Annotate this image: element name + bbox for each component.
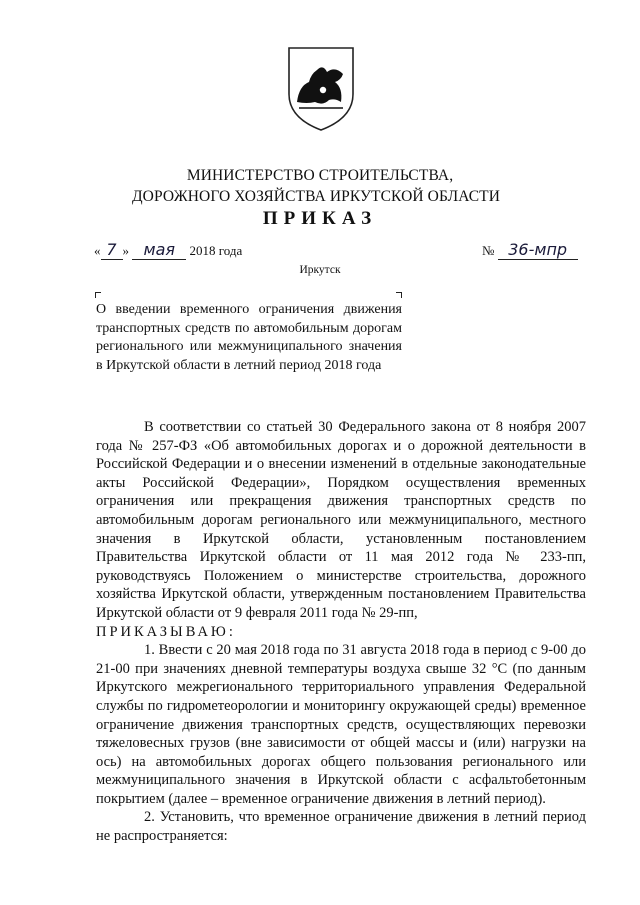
date-close-quote: » [122,243,129,258]
order-body [96,418,586,846]
order-date [94,240,242,260]
order-subject: О введении временного ограничения движения транспортных средств по автомобильным дорогам регионального или межмуниципального значения в Иркутской области в летний период 2018 года [96,302,402,373]
date-day: 7 [101,240,123,260]
item-2-paragraph: 2. Установить, что временное ограничение движения в летний период не распространяется: [96,809,586,845]
subject-bracket-left [95,292,101,298]
number-label: № [482,243,495,258]
ministry-name-line2: ДОРОЖНОГО ХОЗЯЙСТВА ИРКУТСКОЙ ОБЛАСТИ [131,188,501,205]
number-value: 36-мпр [498,240,578,260]
ministry-name-line1: МИНИСТЕРСТВО СТРОИТЕЛЬСТВА, [186,167,454,184]
date-year: 2018 года [189,243,243,258]
city-name: Иркутск [299,264,341,276]
coat-of-arms-emblem [283,44,359,132]
order-directive: ПРИКАЗЫВАЮ: [96,623,236,640]
date-open-quote: « [94,243,101,258]
date-month: мая [132,240,186,260]
order-number [482,240,578,260]
preamble-paragraph: В соответствии со статьей 30 Федерального закона от 8 ноября 2007 года № 257-ФЗ «Об автомобильных дорогах и о дорожной деятельности в Российской Федерации и о внесении изменений в отдельные законодательные акты Российской Федерации», Порядком осуществления временных ограничения или прекращения движения транспортных средств по автомобильным дорогам регионального или межмуниципального, местного значения в Иркутской области, установленным постановлением Правительства Иркутской области от 11 мая 2012 года № 233-пп, руководствуясь Положением о министерстве строительства, дорожного хозяйства Иркутской области, утвержденным постановлением Правительства Иркутской области от 9 февраля 2011 года № 29-пп, [96,419,586,621]
item-1-paragraph: 1. Ввести с 20 мая 2018 года по 31 августа 2018 года в период с 9-00 до 21-00 при значениях дневной температуры воздуха свыше 32 °С (по данным Иркутского межрегионального территориального управления Федеральной службы по гидрометеорологии и мониторингу окружающей среды) временное ограничение движения транспортных средств, осуществляющих перевозки тяжеловесных грузов (вне зависимости от общей массы и (или) нагрузки на ось) на автомобильных дорогах общего пользования регионального или межмуниципального значения в Иркутской области с асфальтобетонным покрытием (далее – временное ограничение движения в летний период). [96,642,586,807]
document-title: ПРИКАЗ [262,208,378,229]
subject-bracket-right [396,292,402,298]
